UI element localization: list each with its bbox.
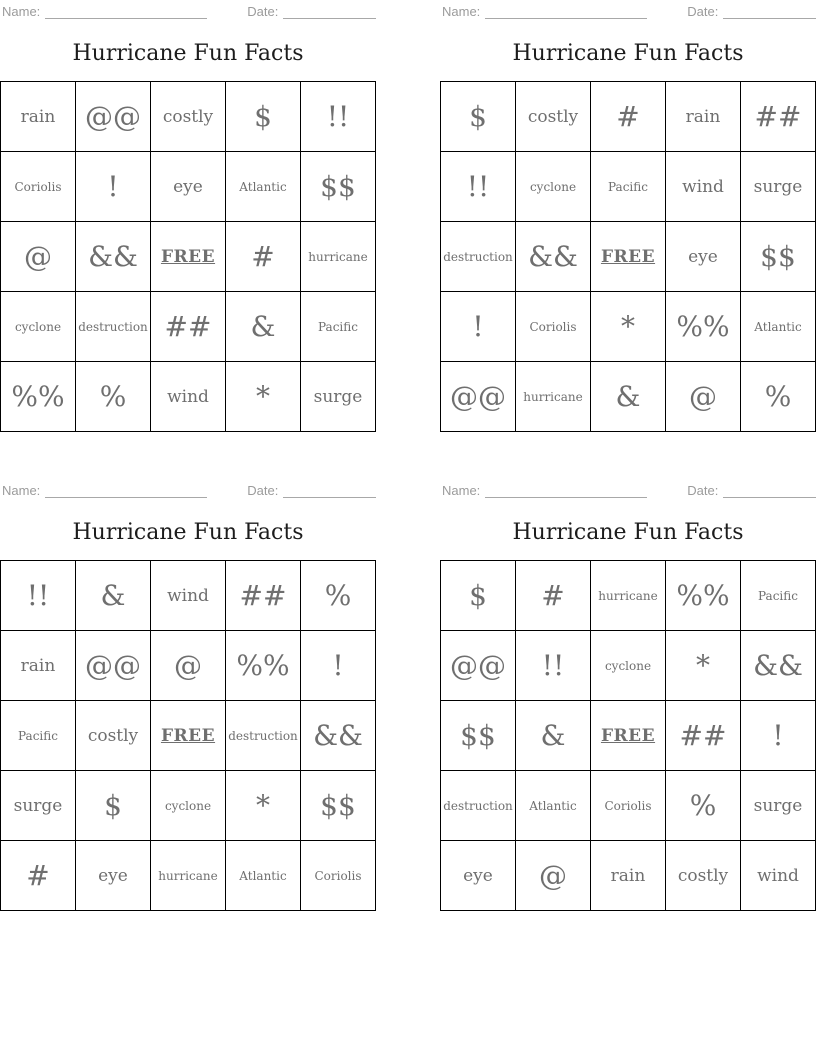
date-blank-line — [283, 5, 376, 19]
bingo-cell: % — [741, 362, 816, 432]
bingo-cell: && — [741, 631, 816, 701]
bingo-cell: * — [226, 362, 301, 432]
date-label: Date: — [247, 483, 279, 498]
date-label: Date: — [687, 4, 719, 19]
name-label: Name: — [442, 483, 481, 498]
bingo-card-top-left — [0, 0, 376, 432]
bingo-cell: & — [76, 561, 151, 631]
bingo-cell: cyclone — [151, 771, 226, 841]
bingo-cell: !! — [516, 631, 591, 701]
bingo-cell: && — [516, 222, 591, 292]
name-label: Name: — [2, 4, 41, 19]
card-header — [2, 482, 376, 498]
bingo-cell: cyclone — [516, 152, 591, 222]
bingo-cell: Pacific — [1, 701, 76, 771]
bingo-cell: ## — [666, 701, 741, 771]
bingo-cell: %% — [226, 631, 301, 701]
free-space-cell: FREE — [591, 701, 666, 771]
bingo-cell: $ — [226, 82, 301, 152]
bingo-cell: !! — [1, 561, 76, 631]
bingo-cell: $$ — [301, 771, 376, 841]
bingo-grid — [0, 81, 376, 432]
bingo-cell: $ — [441, 561, 516, 631]
bingo-cell: @ — [1, 222, 76, 292]
bingo-cell: costly — [666, 841, 741, 911]
bingo-cell: surge — [1, 771, 76, 841]
bingo-cell: ! — [301, 631, 376, 701]
bingo-cell: && — [301, 701, 376, 771]
bingo-cell: & — [516, 701, 591, 771]
bingo-cell: %% — [666, 292, 741, 362]
bingo-cell: Pacific — [301, 292, 376, 362]
bingo-cell: surge — [741, 152, 816, 222]
bingo-cell: # — [516, 561, 591, 631]
date-label: Date: — [687, 483, 719, 498]
bingo-cell: costly — [151, 82, 226, 152]
bingo-cell: eye — [151, 152, 226, 222]
bingo-cell: rain — [591, 841, 666, 911]
bingo-cell: @ — [666, 362, 741, 432]
bingo-cell: & — [226, 292, 301, 362]
bingo-grid — [440, 560, 816, 911]
date-blank-line — [283, 484, 376, 498]
bingo-cell: * — [591, 292, 666, 362]
bingo-cell: destruction — [441, 222, 516, 292]
name-blank-line — [485, 484, 647, 498]
bingo-cell: ! — [76, 152, 151, 222]
bingo-cell: $$ — [741, 222, 816, 292]
bingo-cell: ## — [151, 292, 226, 362]
bingo-cell: Atlantic — [226, 152, 301, 222]
bingo-cell: # — [226, 222, 301, 292]
bingo-cell: rain — [1, 82, 76, 152]
bingo-cell: hurricane — [151, 841, 226, 911]
bingo-cell: eye — [76, 841, 151, 911]
bingo-cell: surge — [301, 362, 376, 432]
bingo-cell: % — [666, 771, 741, 841]
bingo-cell: costly — [76, 701, 151, 771]
bingo-cell: Atlantic — [226, 841, 301, 911]
card-title: Hurricane Fun Facts — [72, 41, 304, 66]
bingo-cell: $ — [441, 82, 516, 152]
bingo-cell: ## — [226, 561, 301, 631]
bingo-cell: hurricane — [516, 362, 591, 432]
name-blank-line — [45, 484, 207, 498]
bingo-cell: @@ — [441, 631, 516, 701]
bingo-card-bottom-left — [0, 479, 376, 911]
card-header — [442, 482, 816, 498]
name-label: Name: — [2, 483, 41, 498]
bingo-card-top-right — [440, 0, 816, 432]
bingo-grid — [0, 560, 376, 911]
bingo-cell: hurricane — [301, 222, 376, 292]
bingo-cell: destruction — [226, 701, 301, 771]
bingo-cell: hurricane — [591, 561, 666, 631]
bingo-cell: surge — [741, 771, 816, 841]
bingo-cell: @ — [516, 841, 591, 911]
bingo-cell: * — [666, 631, 741, 701]
free-space-cell: FREE — [151, 701, 226, 771]
bingo-cell: wind — [666, 152, 741, 222]
bingo-cell: wind — [151, 362, 226, 432]
bingo-card-bottom-right — [440, 479, 816, 911]
bingo-cell: !! — [441, 152, 516, 222]
bingo-cell: cyclone — [591, 631, 666, 701]
bingo-cell: destruction — [441, 771, 516, 841]
bingo-cell: Atlantic — [741, 292, 816, 362]
bingo-cell: @ — [151, 631, 226, 701]
bingo-cell: % — [76, 362, 151, 432]
bingo-cell: Coriolis — [1, 152, 76, 222]
bingo-cell: % — [301, 561, 376, 631]
bingo-cell: @@ — [76, 631, 151, 701]
bingo-cell: $$ — [301, 152, 376, 222]
bingo-cell: %% — [666, 561, 741, 631]
bingo-cell: wind — [741, 841, 816, 911]
bingo-cell: costly — [516, 82, 591, 152]
bingo-cell: Pacific — [741, 561, 816, 631]
date-blank-line — [723, 5, 816, 19]
card-title: Hurricane Fun Facts — [512, 520, 744, 545]
bingo-cell: Atlantic — [516, 771, 591, 841]
bingo-grid — [440, 81, 816, 432]
card-header — [442, 3, 816, 19]
bingo-cell: & — [591, 362, 666, 432]
bingo-cell: cyclone — [1, 292, 76, 362]
bingo-cell: # — [591, 82, 666, 152]
free-space-cell: FREE — [591, 222, 666, 292]
bingo-cell: $$ — [441, 701, 516, 771]
name-blank-line — [485, 5, 647, 19]
bingo-cell: ## — [741, 82, 816, 152]
bingo-cell: @@ — [441, 362, 516, 432]
card-header — [2, 3, 376, 19]
bingo-cell: && — [76, 222, 151, 292]
bingo-cell: destruction — [76, 292, 151, 362]
free-space-cell: FREE — [151, 222, 226, 292]
bingo-cell: !! — [301, 82, 376, 152]
card-title: Hurricane Fun Facts — [72, 520, 304, 545]
bingo-cell: * — [226, 771, 301, 841]
bingo-cell: ! — [441, 292, 516, 362]
bingo-cell: Coriolis — [301, 841, 376, 911]
date-label: Date: — [247, 4, 279, 19]
bingo-cell: rain — [666, 82, 741, 152]
bingo-cell: Coriolis — [516, 292, 591, 362]
name-label: Name: — [442, 4, 481, 19]
bingo-cell: eye — [441, 841, 516, 911]
bingo-cell: eye — [666, 222, 741, 292]
bingo-cell: Coriolis — [591, 771, 666, 841]
bingo-cell: ! — [741, 701, 816, 771]
bingo-cell: Pacific — [591, 152, 666, 222]
bingo-cell: wind — [151, 561, 226, 631]
bingo-cell: %% — [1, 362, 76, 432]
bingo-cell: @@ — [76, 82, 151, 152]
card-title: Hurricane Fun Facts — [512, 41, 744, 66]
date-blank-line — [723, 484, 816, 498]
name-blank-line — [45, 5, 207, 19]
bingo-cell: $ — [76, 771, 151, 841]
bingo-cell: # — [1, 841, 76, 911]
bingo-cell: rain — [1, 631, 76, 701]
